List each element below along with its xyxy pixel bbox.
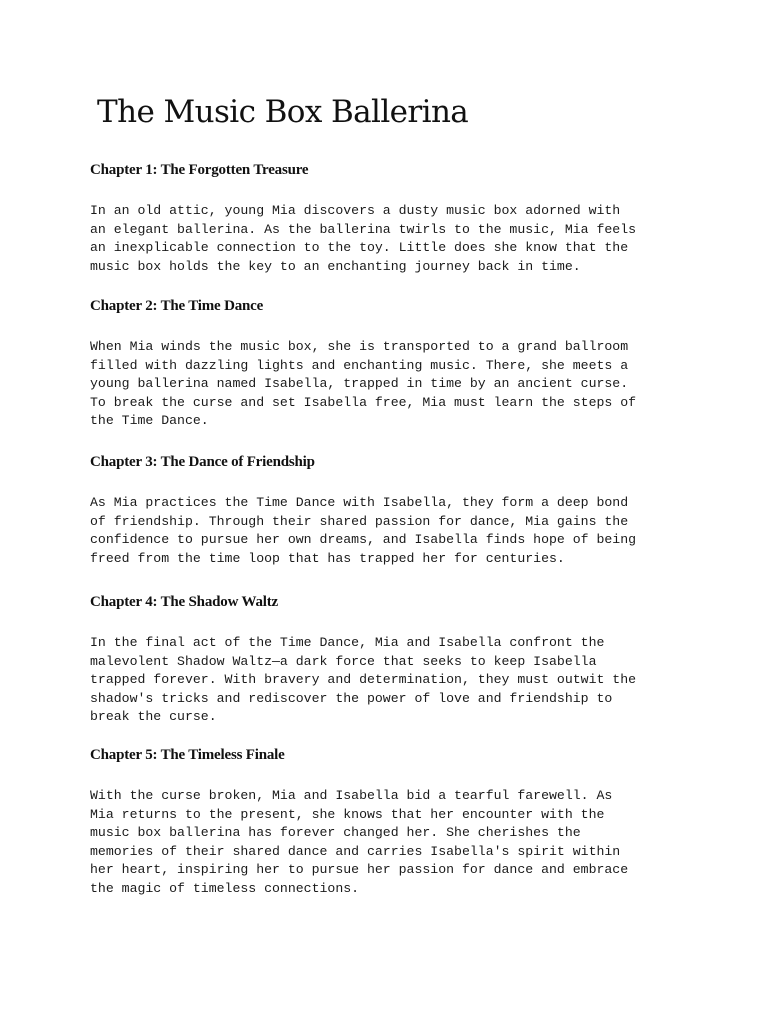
body-line: an elegant ballerina. As the ballerina twirls to the music, Mia feels <box>90 221 637 237</box>
body-line: the magic of timeless connections. <box>90 880 360 896</box>
chapter-5 <box>90 745 690 898</box>
chapter-1 <box>90 160 690 276</box>
body-line: of friendship. Through their shared passion for dance, Mia gains the <box>90 513 629 529</box>
body-line: When Mia winds the music box, she is transported to a grand ballroom <box>90 339 629 354</box>
chapter-heading: Chapter 5: The Timeless Finale <box>90 747 285 763</box>
chapter-body <box>90 634 690 727</box>
body-line: trapped forever. With bravery and determination, they must outwit the <box>90 672 637 687</box>
chapter-heading: Chapter 3: The Dance of Friendship <box>90 454 315 470</box>
body-line: Mia returns to the present, she knows that her encounter with the <box>90 806 605 822</box>
body-line: the Time Dance. <box>90 413 209 428</box>
body-line: In an old attic, young Mia discovers a dusty music box adorned with <box>90 203 621 218</box>
document-title: The Music Box Ballerina <box>97 94 469 130</box>
chapter-2 <box>90 296 690 431</box>
chapter-body <box>90 787 690 898</box>
body-line: music box ballerina has forever changed her. She cherishes the <box>90 825 581 840</box>
body-line: malevolent Shadow Waltz—a dark force that seeks to keep Isabella <box>90 653 597 669</box>
chapter-heading: Chapter 1: The Forgotten Treasure <box>90 162 309 178</box>
body-line: music box holds the key to an enchanting journey back in time. <box>90 258 581 274</box>
body-line: confidence to pursue her own dreams, and Isabella finds hope of being <box>90 532 637 547</box>
body-line: young ballerina named Isabella, trapped in time by an ancient curse. <box>90 376 629 391</box>
body-line: break the curse. <box>90 709 217 724</box>
body-line: In the final act of the Time Dance, Mia and Isabella confront the <box>90 635 605 650</box>
chapter-body <box>90 494 690 568</box>
body-line: an inexplicable connection to the toy. Little does she know that the <box>90 240 629 255</box>
chapter-4 <box>90 592 690 727</box>
chapter-heading: Chapter 4: The Shadow Waltz <box>90 594 278 610</box>
body-line: shadow's tricks and rediscover the power of love and friendship to <box>90 690 613 706</box>
body-line: With the curse broken, Mia and Isabella bid a tearful farewell. As <box>90 788 613 803</box>
body-line: freed from the time loop that has trapped her for centuries. <box>90 550 565 566</box>
body-line: As Mia practices the Time Dance with Isabella, they form a deep bond <box>90 495 629 510</box>
chapter-body <box>90 338 690 431</box>
chapter-heading: Chapter 2: The Time Dance <box>90 298 264 314</box>
chapter-body <box>90 202 690 276</box>
body-line: filled with dazzling lights and enchanting music. There, she meets a <box>90 357 629 373</box>
chapter-3 <box>90 452 690 568</box>
body-line: memories of their shared dance and carries Isabella's spirit within <box>90 843 621 859</box>
body-line: To break the curse and set Isabella free, Mia must learn the steps of <box>90 394 637 410</box>
body-line: her heart, inspiring her to pursue her passion for dance and embrace <box>90 862 629 877</box>
